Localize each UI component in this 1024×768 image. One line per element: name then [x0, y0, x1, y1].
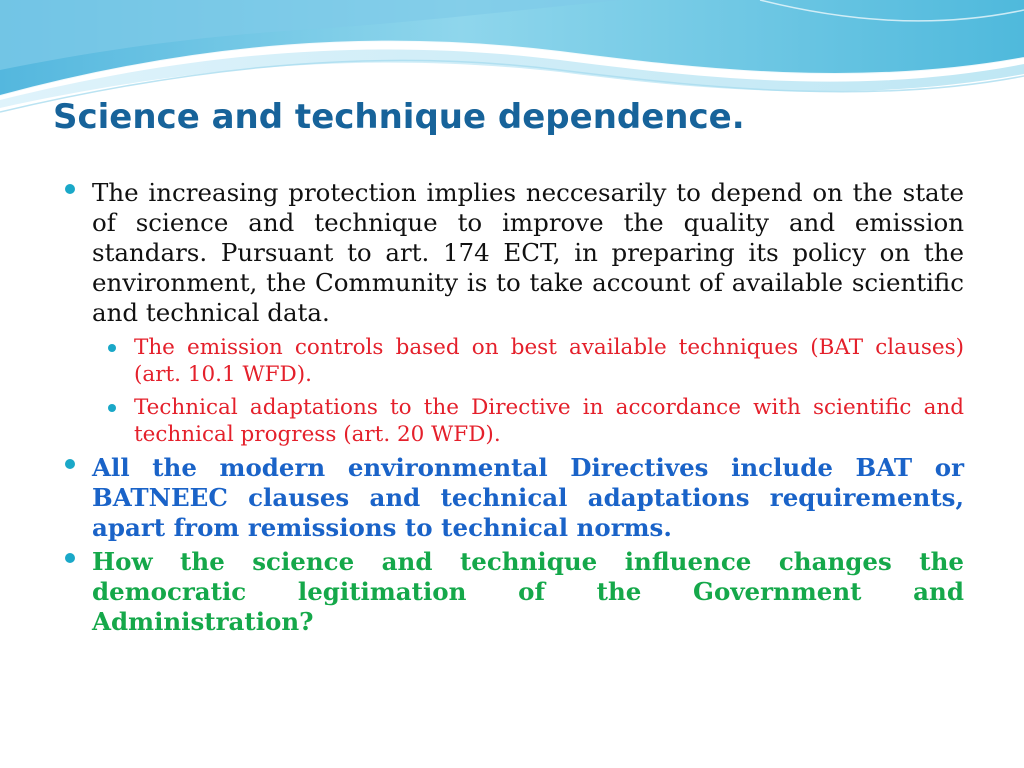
sub-bullet-text: Technical adaptations to the Directive in accordance with scientific and technical progress (art. 20 WFD).	[134, 395, 964, 447]
bullet-text: The increasing protection implies neccesarily to depend on the state of science and technique to improve the quality and emission standars. Pursuant to art. 174 ECT, in preparing its policy on the environment, the Community is to take account of available scientific and technical data.	[92, 178, 964, 327]
slide-content	[62, 178, 964, 641]
bullet-dot-icon	[65, 459, 75, 469]
bullet-item-protection	[62, 178, 964, 328]
bullet-dot-icon	[65, 553, 75, 563]
bullet-text: How the science and technique influence changes the democratic legitimation of the Government and Administration?	[92, 547, 964, 636]
sub-bullet-text: The emission controls based on best available techniques (BAT clauses) (art. 10.1 WFD).	[134, 335, 964, 387]
bullet-dot-icon	[108, 344, 116, 352]
bullet-dot-icon	[65, 184, 75, 194]
bullet-dot-icon	[108, 404, 116, 412]
bullet-item-legitimation-question	[62, 547, 964, 637]
bullet-text: All the modern environmental Directives include BAT or BATNEEC clauses and technical adaptations requirements, apart from remissions to technical norms.	[92, 453, 964, 542]
sub-bullet-item-bat-clauses	[106, 334, 964, 388]
bullet-item-directives	[62, 453, 964, 543]
page-title: Science and technique dependence.	[53, 97, 745, 137]
sub-bullet-item-technical-adaptations	[106, 394, 964, 448]
